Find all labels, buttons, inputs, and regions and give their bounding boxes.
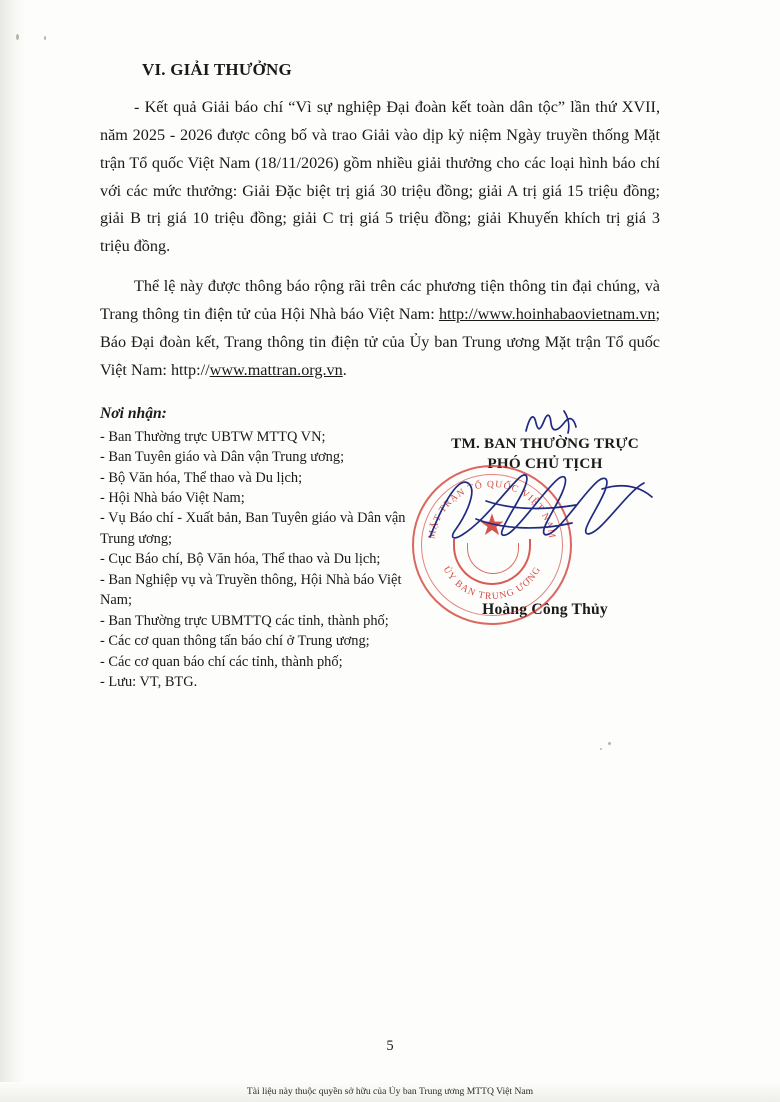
signature-block bbox=[426, 427, 660, 619]
paragraph-publication bbox=[100, 273, 660, 384]
scan-speck bbox=[608, 742, 611, 745]
stamp-inner-ring bbox=[421, 474, 563, 616]
scan-speck bbox=[600, 748, 602, 750]
list-item: - Ban Thường trực UBMTTQ các tỉnh, thành phố; bbox=[100, 612, 389, 629]
list-item: - Các cơ quan thông tấn báo chí ở Trung ương; bbox=[100, 633, 370, 650]
stamp-text-bottom: ỦY BAN TRUNG ƯƠNG bbox=[440, 564, 544, 602]
paragraph-publication-part1: Thể lệ này được thông báo rộng rãi trên các phương tiện thông tin đại chúng, và Trang thông tin điện tử của Hội Nhà báo Việt Nam: bbox=[100, 277, 660, 324]
scan-speck bbox=[44, 36, 46, 40]
signature-title-line2: PHÓ CHỦ TỊCH bbox=[487, 454, 603, 472]
lotus-icon bbox=[453, 539, 531, 585]
list-item: - Các cơ quan báo chí các tỉnh, thành phố; bbox=[100, 653, 343, 670]
stamp-text-top: MẶT TRẬN TỔ QUỐC VIỆT NAM bbox=[426, 478, 558, 540]
link-mattran[interactable]: www.mattran.org.vn bbox=[209, 360, 343, 379]
footer-note: Tài liệu này thuộc quyền sở hữu của Ủy ban Trung ương MTTQ Việt Nam bbox=[246, 1086, 534, 1097]
paragraph-publication-part3: . bbox=[342, 360, 347, 379]
signatory-name: Hoàng Công Thủy bbox=[482, 600, 608, 618]
page-number: 5 bbox=[386, 1038, 394, 1054]
star-icon: ★ bbox=[478, 508, 506, 542]
list-item: - Ban Nghiệp vụ và Truyền thông, Hội Nhà báo Việt Nam; bbox=[100, 571, 406, 609]
scan-edge-left bbox=[0, 0, 26, 1102]
paragraph-publication-part2: ; Báo Đại đoàn kết, Trang thông tin điện tử của Ủy ban Trung ương Mặt trận Tổ quốc Việt Nam: http:// bbox=[100, 305, 660, 379]
list-item: - Cục Báo chí, Bộ Văn hóa, Thể thao và Du lịch; bbox=[100, 551, 381, 568]
list-item: - Vụ Báo chí - Xuất bản, Ban Tuyên giáo và Dân vận Trung ương; bbox=[100, 510, 409, 547]
link-hoinhabaovietnam[interactable]: http://www.hoinhabaovietnam.vn bbox=[438, 305, 656, 324]
list-item: - Ban Tuyên giáo và Dân vận Trung ương; bbox=[100, 449, 345, 466]
signature-title-line1: TM. BAN THƯỜNG TRỰC bbox=[451, 434, 639, 452]
scan-speck bbox=[16, 34, 19, 40]
list-item: - Lưu: VT, BTG. bbox=[100, 674, 198, 691]
document-content bbox=[100, 60, 660, 692]
recipients-list bbox=[100, 427, 430, 693]
paragraph-awards: - Kết quả Giải báo chí “Vì sự nghiệp Đại đoàn kết toàn dân tộc” lần thứ XVII, năm 2025 - 2026 được công bố và trao Giải vào dịp kỷ niệm Ngày truyền thống Mặt trận Tổ quốc Việt Nam (18/11/2026) gồm nhiều giải thưởng cho các loại hình báo chí với các mức thưởng: Giải Đặc biệt trị giá 30 triệu đồng; giải A trị giá 15 triệu đồng; giải B trị giá 10 triệu đồng; giải C trị giá 5 triệu đồng; giải Khuyến khích trị giá 3 triệu đồng. bbox=[100, 98, 660, 256]
list-item: - Ban Thường trực UBTW MTTQ VN; bbox=[100, 428, 326, 445]
signature-area bbox=[100, 427, 660, 693]
recipients-heading: Nơi nhận: bbox=[100, 404, 167, 422]
list-item: - Hội Nhà báo Việt Nam; bbox=[100, 489, 245, 506]
list-item: - Bộ Văn hóa, Thể thao và Du lịch; bbox=[100, 469, 303, 486]
page-title: VI. GIẢI THƯỞNG bbox=[142, 60, 292, 79]
